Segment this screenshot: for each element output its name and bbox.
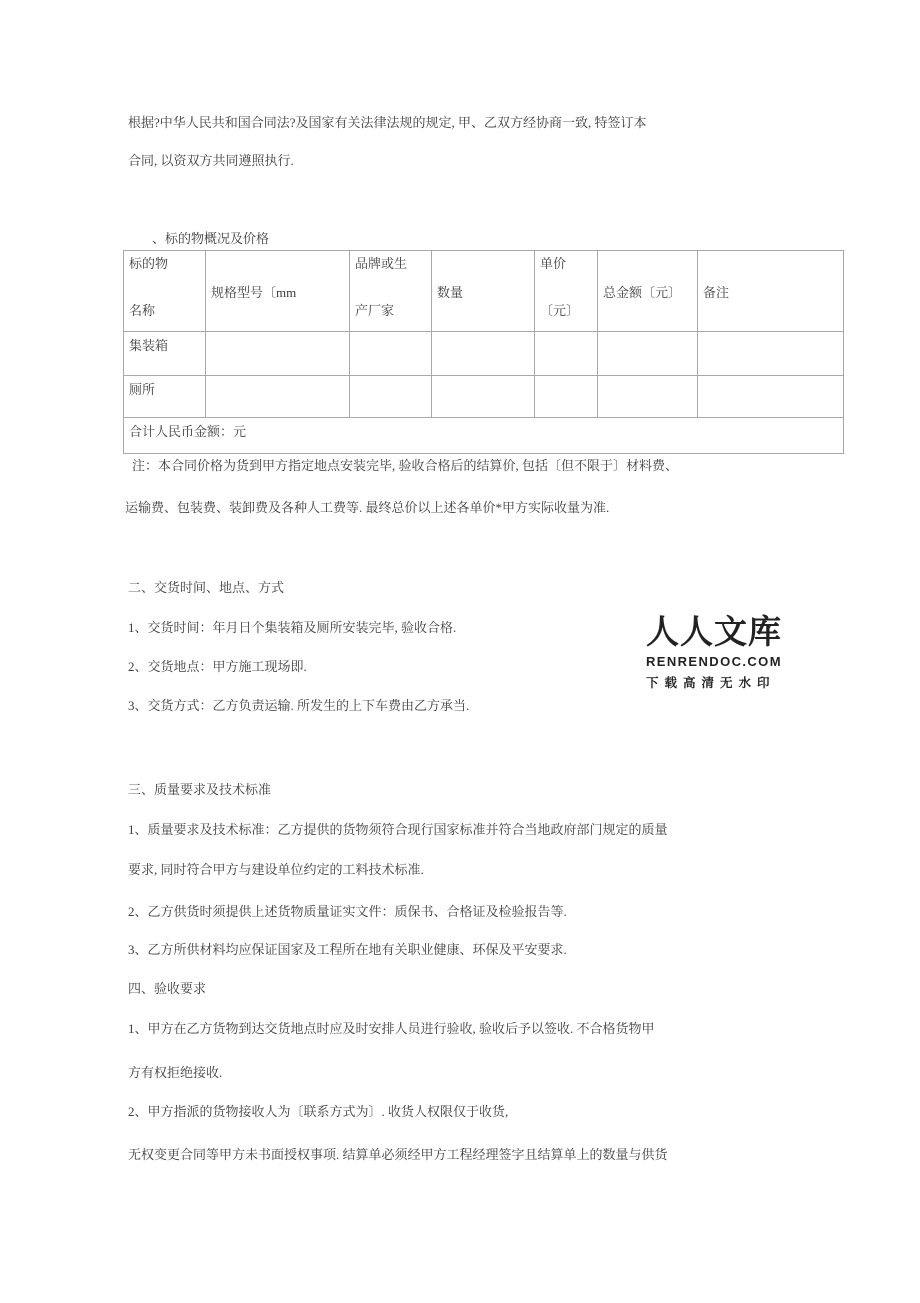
table-header-row xyxy=(124,251,844,332)
section3-item-3: 3、乙方所供材料均应保证国家及工程所在地有关职业健康、环保及平安要求. xyxy=(128,942,567,957)
section4-item-1-line-2: 方有权拒绝接收. xyxy=(128,1065,223,1080)
table-row-container xyxy=(124,332,844,376)
row-label-toilet: 厕所 xyxy=(124,376,206,418)
table-cell-empty xyxy=(350,332,432,376)
table-cell-empty xyxy=(350,376,432,418)
section3-item-1-line-2: 要求, 同时符合甲方与建设单位约定的工料技术标准. xyxy=(128,862,424,877)
section2-heading: 二、交货时间、地点、方式 xyxy=(128,580,285,595)
section4-item-1-line-1: 1、甲方在乙方货物到达交货地点时应及时安排人员进行验收, 验收后予以签收. 不合格货物甲 xyxy=(128,1021,655,1036)
section4-item-2-line-2: 无权变更合同等甲方未书面授权事项. 结算单必须经甲方工程经理签字且结算单上的数量与供货 xyxy=(128,1147,668,1162)
section4-item-2-line-1: 2、甲方指派的货物接收人为〔联系方式为〕. 收货人权限仅于收货, xyxy=(128,1104,509,1119)
section2-item-3: 3、交货方式：乙方负责运输. 所发生的上下车费由乙方承当. xyxy=(128,698,470,713)
header-brand-line2: 产厂家 xyxy=(355,303,395,318)
intro-line-2: 合同, 以资双方共同遵照执行. xyxy=(128,153,294,168)
header-unit-price xyxy=(535,251,598,332)
total-amount-cell: 合计人民币金额：元 xyxy=(124,418,844,454)
watermark-domain-text: RENRENDOC.COM xyxy=(646,653,782,669)
table-cell-empty xyxy=(432,376,535,418)
watermark-logo-text: 人人文库 xyxy=(646,615,782,651)
header-subject-line2: 名称 xyxy=(129,303,156,318)
renrendoc-watermark xyxy=(646,615,782,691)
header-brand xyxy=(350,251,432,332)
section4-heading: 四、验收要求 xyxy=(128,981,207,996)
section1-heading: 、标的物概况及价格 xyxy=(152,231,270,246)
header-total-amount: 总金额〔元〕 xyxy=(598,251,698,332)
price-note-line-2: 运输费、包装费、装卸费及各种人工费等. 最终总价以上述各单价*甲方实际收量为准. xyxy=(125,500,610,515)
header-unit-price-line2: 〔元〕 xyxy=(540,303,580,318)
header-quantity: 数量 xyxy=(432,251,535,332)
header-remarks: 备注 xyxy=(698,251,844,332)
table-cell-empty xyxy=(598,332,698,376)
intro-line-1: 根据?中华人民共和国合同法?及国家有关法律法规的规定, 甲、乙双方经协商一致, 特签订本 xyxy=(128,115,647,130)
section2-item-2: 2、交货地点：甲方施工现场即. xyxy=(128,659,307,674)
header-subject-line1: 标的物 xyxy=(129,256,169,271)
table-cell-empty xyxy=(698,332,844,376)
section3-item-1-line-1: 1、质量要求及技术标准：乙方提供的货物须符合现行国家标准并符合当地政府部门规定的质量 xyxy=(128,822,668,837)
header-brand-line1: 品牌或生 xyxy=(355,256,408,271)
table-cell-empty xyxy=(206,332,350,376)
price-note-line-1: 注：本合同价格为货到甲方指定地点安装完毕, 验收合格后的结算价, 包括〔但不限于〕材料费、 xyxy=(132,458,679,473)
table-row-toilet xyxy=(124,376,844,418)
section2-item-1: 1、交货时间：年月日个集装箱及厕所安装完毕, 验收合格. xyxy=(128,620,457,635)
section3-item-2: 2、乙方供货时须提供上述货物质量证实文件：质保书、合格证及检验报告等. xyxy=(128,904,567,919)
header-unit-price-line1: 单价 xyxy=(540,256,567,271)
table-cell-empty xyxy=(535,332,598,376)
watermark-tagline-text: 下载高清无水印 xyxy=(646,675,776,690)
table-cell-empty xyxy=(432,332,535,376)
table-cell-empty xyxy=(206,376,350,418)
header-subject-name xyxy=(124,251,206,332)
goods-price-table xyxy=(123,250,844,454)
table-cell-empty xyxy=(698,376,844,418)
table-total-row xyxy=(124,418,844,454)
row-label-container: 集装箱 xyxy=(124,332,206,376)
header-spec: 规格型号〔mm xyxy=(206,251,350,332)
table-cell-empty xyxy=(535,376,598,418)
table-cell-empty xyxy=(598,376,698,418)
section3-heading: 三、质量要求及技术标准 xyxy=(128,782,272,797)
